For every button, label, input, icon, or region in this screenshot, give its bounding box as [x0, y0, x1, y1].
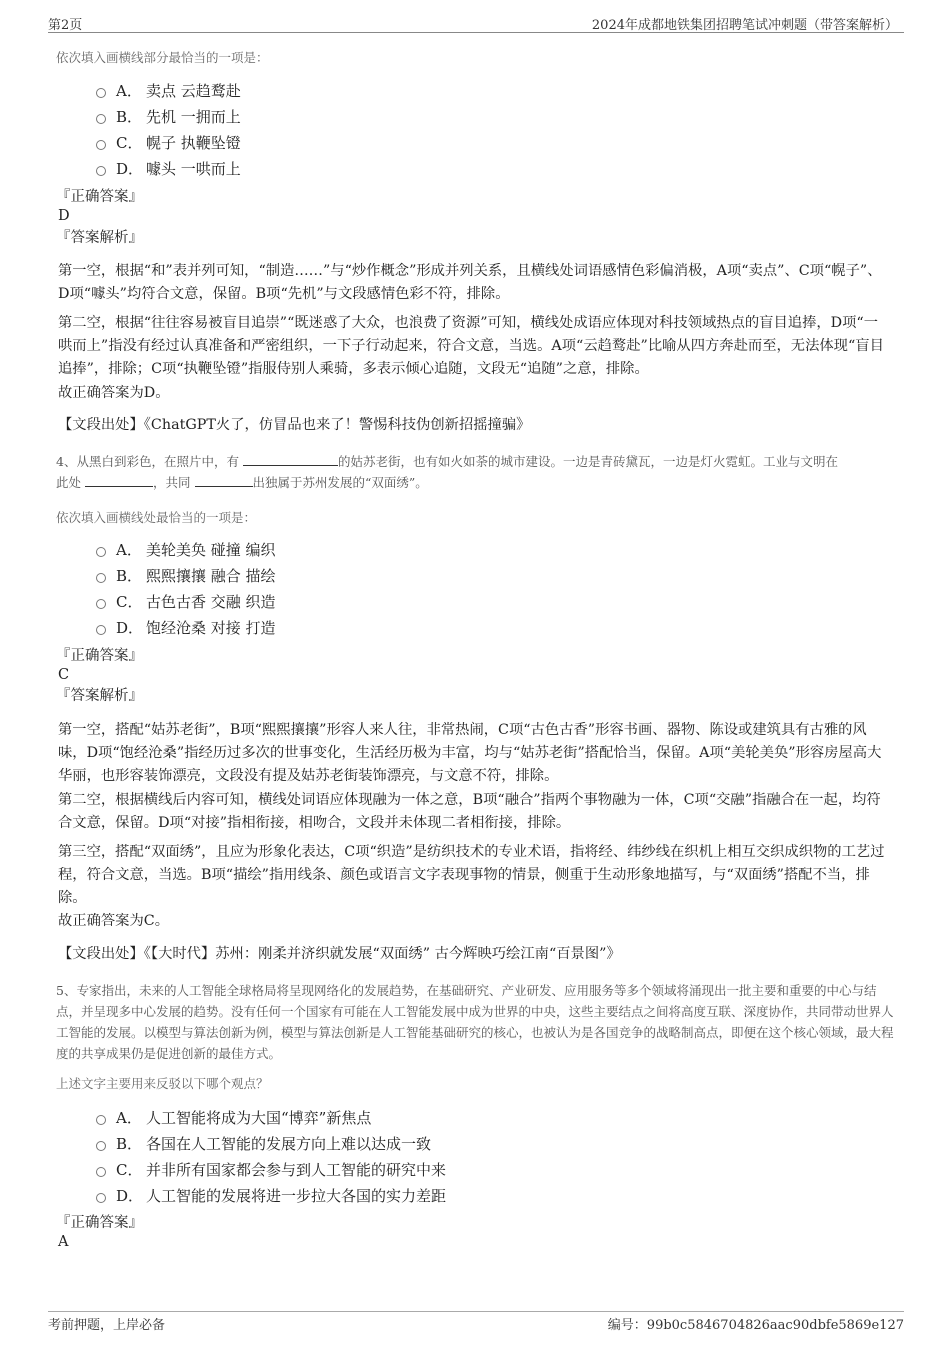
footer-slogan: 考前押题，上岸必备 [48, 1318, 166, 1333]
q4-analysis-para-3: 第三空，搭配“双面绣”，且应为形象化表达，C项“织造”是纺织技术的专业术语，指将经、纬纱线在织机上相互交织成织物的工艺过程，符合文意，当选。B项“描绘”指用线条、颜色或语言文字表现事物的情景，侧重于生动形象地描写，与“双面绣”搭配不当，排除。 [58, 844, 885, 906]
q3-analysis-para-1: 第一空，根据“和”表并列可知，“制造……”与“炒作概念”形成并列关系，且横线处词语感情色彩偏消极，A项“卖点”、C项“幌子”、D项“噱头”均符合文意，保留。B项“先机”与文段感情色彩不符，排除。 [58, 263, 882, 302]
q5-prompt: 上述文字主要用来反驳以下哪个观点？ [56, 1076, 269, 1091]
q3-source: 【文段出处】《ChatGPT火了，仿冒品也来了！警惕科技伪创新招摇撞骗》 [58, 417, 531, 433]
q3-analysis-conclusion: 故正确答案为D。 [58, 385, 170, 401]
radio-icon[interactable] [96, 1115, 106, 1125]
q4-option-b[interactable]: B． 熙熙攘攘 融合 描绘 [96, 563, 276, 589]
q4-analysis-para-1: 第一空，搭配“姑苏老街”，B项“熙熙攘攘”形容人来人往，非常热闹，C项“古色古香”形容书画、器物、陈设或建筑具有古雅的风味，D项“饱经沧桑”指经历过多次的世事变化，生活经历极为丰富，均与“姑苏老街”搭配恰当，保留。A项“美轮美奂”形容房屋高大华丽，也形容装饰漂亮，文段没有提及姑苏老街装饰漂亮，与文意不符，排除。 [58, 722, 882, 784]
radio-icon[interactable] [96, 88, 106, 98]
q3-prompt: 依次填入画横线部分最恰当的一项是： [56, 50, 269, 65]
q3-option-a[interactable]: A． 卖点 云趋鹜赴 [96, 78, 241, 104]
q4-option-d[interactable]: D． 饱经沧桑 对接 打造 [96, 615, 276, 641]
radio-icon[interactable] [96, 140, 106, 150]
q5-option-a[interactable]: A． 人工智能将成为大国“博弈”新焦点 [96, 1105, 446, 1131]
blank [85, 474, 153, 487]
blank [243, 453, 338, 466]
radio-icon[interactable] [96, 1167, 106, 1177]
page-header [48, 12, 904, 33]
q3-option-b[interactable]: B． 先机 一拥而上 [96, 104, 241, 130]
radio-icon[interactable] [96, 599, 106, 609]
q5-option-d[interactable]: D． 人工智能的发展将进一步拉大各国的实力差距 [96, 1183, 446, 1209]
radio-icon[interactable] [96, 573, 106, 583]
q4-source: 【文段出处】《【大时代】苏州：刚柔并济织就发展“双面绣” 古今辉映巧绘江南“百景图”》 [58, 946, 621, 962]
q4-analysis-conclusion: 故正确答案为C。 [58, 913, 170, 929]
radio-icon[interactable] [96, 166, 106, 176]
q5-option-c[interactable]: C． 并非所有国家都会参与到人工智能的研究中来 [96, 1157, 446, 1183]
q4-options [56, 537, 276, 641]
q4-answer: C [58, 667, 70, 683]
q5-answer: A [58, 1234, 69, 1250]
q4-answer-label: 『正确答案』 [56, 648, 143, 664]
q5-option-b[interactable]: B． 各国在人工智能的发展方向上难以达成一致 [96, 1131, 446, 1157]
q5-stem: 5、专家指出，未来的人工智能全球格局将呈现网络化的发展趋势，在基础研究、产业研发、应用服务等多个领域将涌现出一批主要和重要的中心与结点，并呈现多中心发展的趋势。没有任何一个国家有可能在人工智能发展中成为世界的中央，这些主要结点之间将高度互联、深度协作，共同带动世界人工智能的发展。以模型与算法创新为例，模型与算法创新是人工智能基础研究的核心，也被认为是各国竞争的战略制高点，即便在这个核心领域，最大程度的共享成果仍是促进创新的最佳方式。 [56, 983, 894, 1061]
q4-option-c[interactable]: C． 古色古香 交融 织造 [96, 589, 276, 615]
q3-answer-label: 『正确答案』 [56, 189, 143, 205]
q3-answer: D [58, 208, 70, 224]
q4-stem: 4、从黑白到彩色，在照片中，有 的姑苏老街，也有如火如荼的城市建设。一边是青砖黛瓦，一边是灯火霓虹。工业与文明在 此处 ，共同 出独属于苏州发展的“双面绣”。 [56, 454, 838, 490]
q5-answer-label: 『正确答案』 [56, 1215, 143, 1231]
radio-icon[interactable] [96, 547, 106, 557]
document-title: 2024年成都地铁集团招聘笔试冲刺题（带答案解析） [591, 18, 898, 33]
footer-divider [48, 1311, 904, 1312]
q4-prompt: 依次填入画横线处最恰当的一项是： [56, 510, 257, 525]
q5-options [56, 1105, 446, 1209]
q3-options [56, 78, 241, 182]
q3-option-c[interactable]: C． 幌子 执鞭坠镫 [96, 130, 241, 156]
radio-icon[interactable] [96, 625, 106, 635]
radio-icon[interactable] [96, 1141, 106, 1151]
radio-icon[interactable] [96, 1193, 106, 1203]
page-number: 第2页 [48, 18, 83, 33]
q4-option-a[interactable]: A． 美轮美奂 碰撞 编织 [96, 537, 276, 563]
blank [195, 474, 253, 487]
radio-icon[interactable] [96, 114, 106, 124]
q4-analysis-para-2: 第二空，根据横线后内容可知，横线处词语应体现融为一体之意，B项“融合”指两个事物融为一体，C项“交融”指融合在一起，均符合文意，保留。D项“对接”指相衔接，相吻合，文段并未体现二者相衔接，排除。 [58, 792, 881, 831]
q4-analysis-label: 『答案解析』 [56, 688, 143, 704]
document-id: 编号：99b0c5846704826aac90dbfe5869e127 [607, 1318, 904, 1333]
q3-analysis-para-2: 第二空，根据“往往容易被盲目追崇”“既迷惑了大众，也浪费了资源”可知，横线处成语应体现对科技领域热点的盲目追捧，D项“一哄而上”指没有经过认真准备和严密组织，一下子行动起来，符合文意，当选。A项“云趋鹜赴”比喻从四方奔赴而至，无法体现“盲目追捧”，排除；C项“执鞭坠镫”指服侍别人乘骑，多表示倾心追随，文段无“追随”之意，排除。 [58, 315, 884, 377]
q3-analysis-label: 『答案解析』 [56, 230, 143, 246]
q3-option-d[interactable]: D． 噱头 一哄而上 [96, 156, 241, 182]
